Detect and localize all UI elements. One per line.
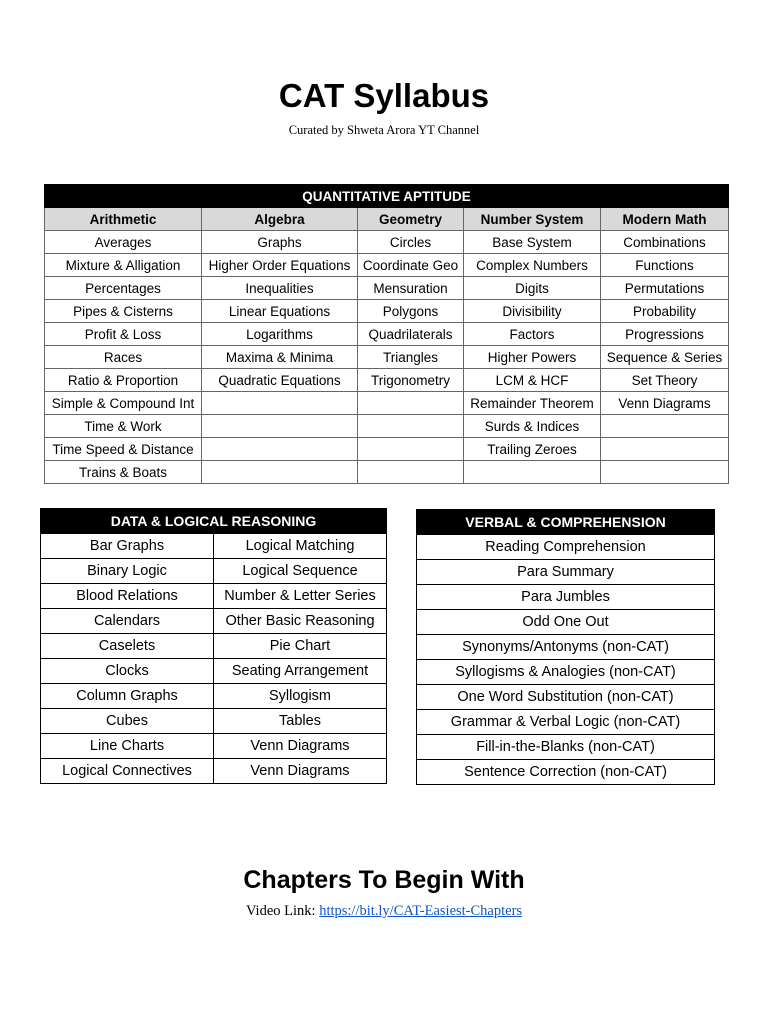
table-cell: Triangles — [358, 346, 464, 369]
table-cell: Mixture & Alligation — [45, 254, 202, 277]
table-cell: Quadratic Equations — [202, 369, 358, 392]
table-cell: Seating Arrangement — [214, 659, 387, 684]
table-cell: Venn Diagrams — [601, 392, 729, 415]
table-row — [41, 559, 387, 584]
table-cell: Higher Order Equations — [202, 254, 358, 277]
table-cell: Reading Comprehension — [417, 535, 715, 560]
table-cell: Pipes & Cisterns — [45, 300, 202, 323]
table-cell: Remainder Theorem — [464, 392, 601, 415]
qa-column-header: Algebra — [202, 208, 358, 231]
table-cell: Simple & Compound Int — [45, 392, 202, 415]
table-cell: Probability — [601, 300, 729, 323]
table-cell: Set Theory — [601, 369, 729, 392]
table-cell: Logarithms — [202, 323, 358, 346]
table-cell: Factors — [464, 323, 601, 346]
table-row — [417, 585, 715, 610]
table-cell: Para Jumbles — [417, 585, 715, 610]
table-row — [41, 634, 387, 659]
table-cell — [202, 438, 358, 461]
page-subtitle: Curated by Shweta Arora YT Channel — [288, 123, 480, 137]
table-cell: Percentages — [45, 277, 202, 300]
table-cell — [601, 438, 729, 461]
table-cell: Maxima & Minima — [202, 346, 358, 369]
table-cell: Ratio & Proportion — [45, 369, 202, 392]
verbal-comprehension-table — [416, 509, 715, 785]
qa-column-header: Modern Math — [601, 208, 729, 231]
table-row — [45, 438, 729, 461]
table-cell: Divisibility — [464, 300, 601, 323]
table-row — [45, 300, 729, 323]
table-cell: Para Summary — [417, 560, 715, 585]
table-row — [45, 461, 729, 484]
table-cell: Sentence Correction (non-CAT) — [417, 760, 715, 785]
table-cell: Linear Equations — [202, 300, 358, 323]
table-row — [417, 710, 715, 735]
table-row — [417, 760, 715, 785]
video-link-prefix: Video Link: — [245, 903, 320, 919]
table-cell: Cubes — [41, 709, 214, 734]
table-row — [45, 392, 729, 415]
table-cell: Syllogisms & Analogies (non-CAT) — [417, 660, 715, 685]
video-link-line — [0, 901, 768, 921]
table-cell: Complex Numbers — [464, 254, 601, 277]
table-row — [45, 369, 729, 392]
qa-column-header: Number System — [464, 208, 601, 231]
table-row — [41, 759, 387, 784]
table-cell — [358, 415, 464, 438]
table-row — [41, 709, 387, 734]
table-cell — [358, 461, 464, 484]
table-row — [417, 535, 715, 560]
table-cell — [202, 461, 358, 484]
table-cell: Combinations — [601, 231, 729, 254]
quantitative-aptitude-table — [44, 184, 729, 484]
table-cell — [464, 461, 601, 484]
table-cell: Column Graphs — [41, 684, 214, 709]
table-cell: Calendars — [41, 609, 214, 634]
table-row — [41, 534, 387, 559]
chapters-heading: Chapters To Begin With — [243, 866, 525, 894]
table-cell: Binary Logic — [41, 559, 214, 584]
table-cell — [601, 415, 729, 438]
table-cell: Polygons — [358, 300, 464, 323]
table-cell: Tables — [214, 709, 387, 734]
qa-column-header: Geometry — [358, 208, 464, 231]
data-logical-reasoning-table — [40, 508, 387, 784]
quantitative-aptitude-heading: QUANTITATIVE APTITUDE — [45, 185, 729, 208]
table-cell: Progressions — [601, 323, 729, 346]
table-cell: Odd One Out — [417, 610, 715, 635]
table-row — [45, 415, 729, 438]
table-cell — [358, 438, 464, 461]
table-row — [45, 323, 729, 346]
table-cell: Syllogism — [214, 684, 387, 709]
table-cell: Coordinate Geo — [358, 254, 464, 277]
table-row — [45, 346, 729, 369]
table-row — [417, 660, 715, 685]
table-row — [41, 659, 387, 684]
table-cell: Bar Graphs — [41, 534, 214, 559]
table-cell: Sequence & Series — [601, 346, 729, 369]
table-cell: Other Basic Reasoning — [214, 609, 387, 634]
table-cell — [202, 415, 358, 438]
table-cell: Base System — [464, 231, 601, 254]
table-cell: Logical Sequence — [214, 559, 387, 584]
table-cell: Number & Letter Series — [214, 584, 387, 609]
table-cell: Trailing Zeroes — [464, 438, 601, 461]
table-cell: Permutations — [601, 277, 729, 300]
table-cell: Logical Connectives — [41, 759, 214, 784]
table-cell: Grammar & Verbal Logic (non-CAT) — [417, 710, 715, 735]
table-cell: Surds & Indices — [464, 415, 601, 438]
table-row — [45, 254, 729, 277]
table-row — [41, 584, 387, 609]
table-cell: Trigonometry — [358, 369, 464, 392]
table-cell: Fill-in-the-Blanks (non-CAT) — [417, 735, 715, 760]
table-cell: Graphs — [202, 231, 358, 254]
table-row — [45, 277, 729, 300]
table-cell — [358, 392, 464, 415]
table-row — [41, 734, 387, 759]
table-cell: Inequalities — [202, 277, 358, 300]
table-cell: Profit & Loss — [45, 323, 202, 346]
table-cell: Synonyms/Antonyms (non-CAT) — [417, 635, 715, 660]
table-row — [417, 685, 715, 710]
table-cell: Logical Matching — [214, 534, 387, 559]
table-cell: Time Speed & Distance — [45, 438, 202, 461]
table-cell: Quadrilaterals — [358, 323, 464, 346]
table-cell: Line Charts — [41, 734, 214, 759]
table-row — [41, 684, 387, 709]
table-cell: Races — [45, 346, 202, 369]
table-row — [45, 231, 729, 254]
table-cell — [202, 392, 358, 415]
dlr-heading: DATA & LOGICAL REASONING — [41, 509, 387, 534]
table-cell: Circles — [358, 231, 464, 254]
table-row — [417, 735, 715, 760]
table-cell — [601, 461, 729, 484]
table-cell: Venn Diagrams — [214, 759, 387, 784]
table-cell: Pie Chart — [214, 634, 387, 659]
table-row — [417, 610, 715, 635]
verbal-heading: VERBAL & COMPREHENSION — [417, 510, 715, 535]
table-cell: Trains & Boats — [45, 461, 202, 484]
table-cell: Mensuration — [358, 277, 464, 300]
page-title: CAT Syllabus — [278, 77, 490, 114]
table-row — [417, 635, 715, 660]
table-cell: Digits — [464, 277, 601, 300]
qa-column-header: Arithmetic — [45, 208, 202, 231]
table-cell: LCM & HCF — [464, 369, 601, 392]
table-cell: Time & Work — [45, 415, 202, 438]
table-cell: Venn Diagrams — [214, 734, 387, 759]
table-cell: Caselets — [41, 634, 214, 659]
table-cell: Functions — [601, 254, 729, 277]
table-row — [41, 609, 387, 634]
table-cell: Averages — [45, 231, 202, 254]
table-cell: Higher Powers — [464, 346, 601, 369]
table-cell: One Word Substitution (non-CAT) — [417, 685, 715, 710]
table-cell: Blood Relations — [41, 584, 214, 609]
video-link[interactable]: https://bit.ly/CAT-Easiest-Chapters — [319, 903, 523, 919]
table-row — [417, 560, 715, 585]
table-cell: Clocks — [41, 659, 214, 684]
